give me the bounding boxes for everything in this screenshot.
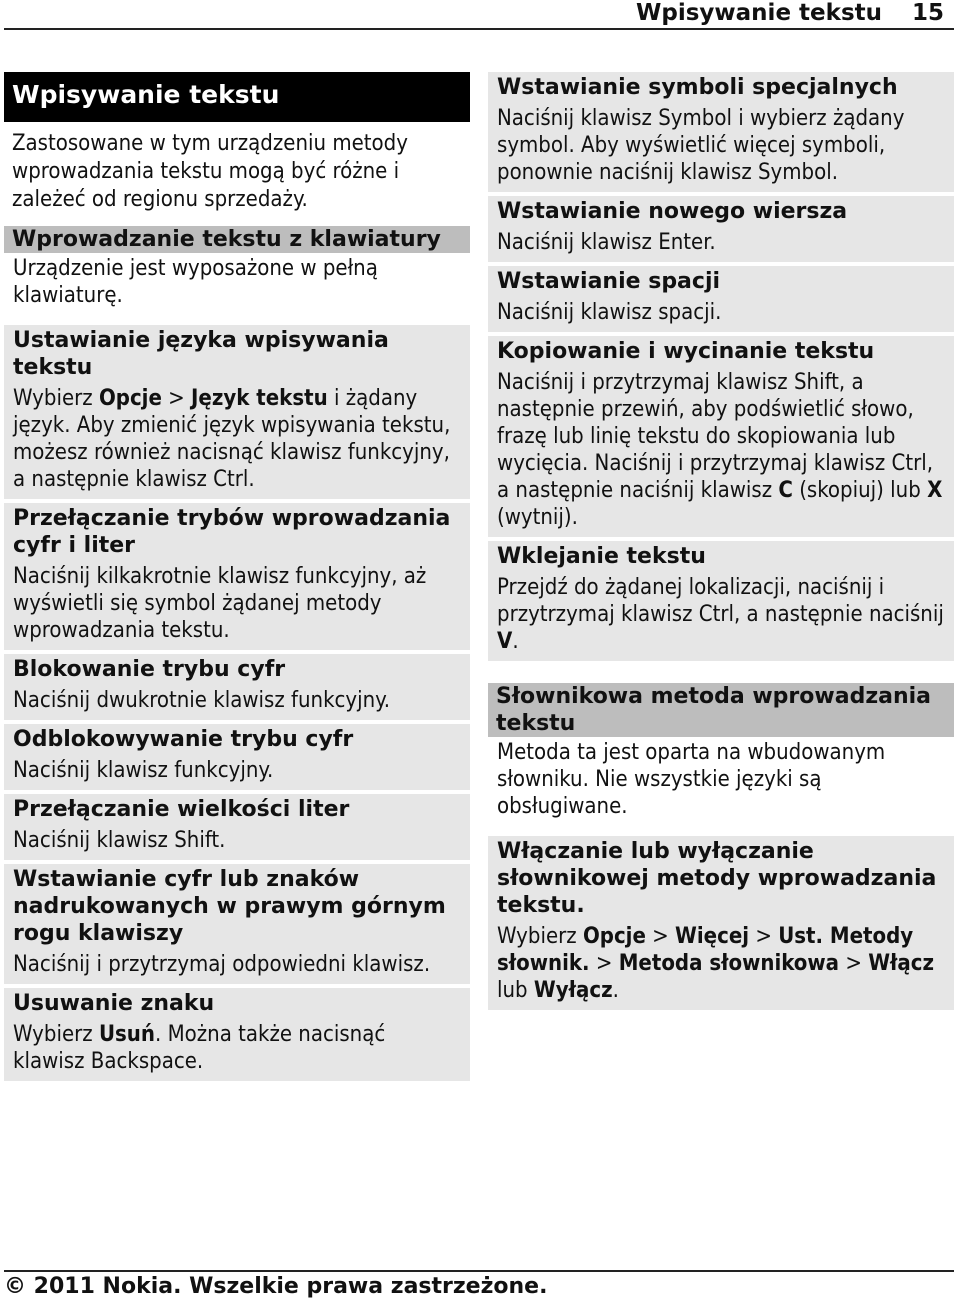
chapter-title: Wpisywanie tekstu: [4, 72, 470, 122]
delete-text: Wybierz Usuń. Można także nacisnąć klawisz Backspace.: [13, 1022, 386, 1074]
section-box: [488, 266, 954, 332]
menu-wiecej: Więcej: [675, 924, 750, 949]
menu-jezyk-tekstu: Język tekstu: [191, 386, 328, 411]
key-v: V: [497, 629, 513, 654]
section-text: Naciśnij klawisz Shift.: [13, 828, 226, 853]
dict-toggle-text: Wybierz Opcje > Więcej > Ust. Metody słownik. > Metoda słownikowa > Włącz lub Wyłącz.: [497, 924, 934, 1003]
menu-opcje: Opcje: [98, 386, 162, 411]
section-heading: Wstawianie symboli specjalnych: [497, 75, 898, 100]
section-heading: Wstawianie nowego wiersza: [497, 199, 848, 224]
section-heading: Odblokowywanie trybu cyfr: [13, 727, 354, 752]
paste-heading: Wklejanie tekstu: [497, 544, 706, 569]
copy-heading: Kopiowanie i wycinanie tekstu: [497, 339, 875, 364]
right-column: [488, 72, 954, 1014]
delete-heading: Usuwanie znaku: [13, 991, 215, 1016]
section-box: [4, 654, 470, 720]
page-header: [4, 0, 954, 30]
section-text: Naciśnij klawisz spacji.: [497, 300, 722, 325]
menu-wylacz: Wyłącz: [533, 978, 613, 1003]
section-heading: Wstawianie spacji: [497, 269, 721, 294]
section-box: [4, 724, 470, 790]
section-text: Naciśnij i przytrzymaj odpowiedni klawisz.: [13, 952, 431, 977]
dictionary-section-title: Słownikowa metoda wprowadzania tekstu: [488, 683, 954, 737]
section-box: [488, 72, 954, 192]
delete-box: [4, 988, 470, 1081]
section-box: [4, 794, 470, 860]
section-heading: Wstawianie cyfr lub znaków nadrukowanych w prawym górnym rogu klawiszy: [13, 867, 446, 946]
menu-opcje: Opcje: [582, 924, 646, 949]
dict-toggle-heading: Włączanie lub wyłączanie słownikowej metody wprowadzania tekstu.: [497, 839, 937, 918]
left-column: [4, 72, 470, 1085]
section-text: Naciśnij kilkakrotnie klawisz funkcyjny, aż wyświetli się symbol żądanej metody wprowadzania tekstu.: [13, 564, 427, 643]
menu-metoda-slownikowa: Metoda słownikowa: [618, 951, 840, 976]
section-box: [4, 503, 470, 650]
copy-text: Naciśnij i przytrzymaj klawisz Shift, a następnie przewiń, aby podświetlić słowo, frazę lub linię tekstu do skopiowania lub wycięcia. Naciśnij i przytrzymaj klawisz Ctrl, a następnie naciśnij klawisz C (skopiuj) lub X (wytnij).: [497, 370, 943, 530]
page-number: 15: [911, 0, 944, 26]
section-box: [4, 864, 470, 984]
key-c: C: [778, 478, 793, 503]
intro-text: Zastosowane w tym urządzeniu metody wprowadzania tekstu mogą być różne i zależeć od regionu sprzedaży.: [12, 131, 408, 212]
lang-box: [4, 325, 470, 499]
dict-toggle-box: [488, 836, 954, 1010]
section-text: Naciśnij klawisz Enter.: [497, 230, 716, 255]
menu-wlacz: Włącz: [868, 951, 934, 976]
lang-text: Wybierz Opcje > Język tekstu i żądany język. Aby zmienić język wpisywania tekstu, możesz również nacisnąć klawisz funkcyjny, a następnie klawisz Ctrl.: [13, 386, 451, 492]
copy-box: [488, 336, 954, 537]
paste-box: [488, 541, 954, 661]
keyboard-section-title: Wprowadzanie tekstu z klawiatury: [4, 226, 470, 253]
key-x: X: [927, 478, 943, 503]
section-text: Naciśnij dwukrotnie klawisz funkcyjny.: [13, 688, 391, 713]
section-box: [488, 196, 954, 262]
running-title: Wpisywanie tekstu: [636, 0, 882, 26]
dictionary-section-text: Metoda ta jest oparta na wbudowanym słowniku. Nie wszystkie języki są obsługiwane.: [497, 740, 886, 819]
lang-heading: Ustawianie języka wpisywania tekstu: [13, 328, 389, 380]
keyboard-section-text: Urządzenie jest wyposażone w pełną klawiaturę.: [13, 256, 378, 308]
paste-text: Przejdź do żądanej lokalizacji, naciśnij i przytrzymaj klawisz Ctrl, a następnie naciśnij V.: [497, 575, 944, 654]
menu-ust-metody: Ust. Metody słownik.: [497, 924, 914, 976]
section-heading: Blokowanie trybu cyfr: [13, 657, 286, 682]
section-text: Naciśnij klawisz funkcyjny.: [13, 758, 274, 783]
copyright-footer: © 2011 Nokia. Wszelkie prawa zastrzeżone.: [4, 1270, 954, 1299]
section-heading: Przełączanie wielkości liter: [13, 797, 350, 822]
section-heading: Przełączanie trybów wprowadzania cyfr i liter: [13, 506, 451, 558]
menu-usun: Usuń: [98, 1022, 155, 1047]
section-text: Naciśnij klawisz Symbol i wybierz żądany symbol. Aby wyświetlić więcej symboli, ponownie naciśnij klawisz Symbol.: [497, 106, 905, 185]
